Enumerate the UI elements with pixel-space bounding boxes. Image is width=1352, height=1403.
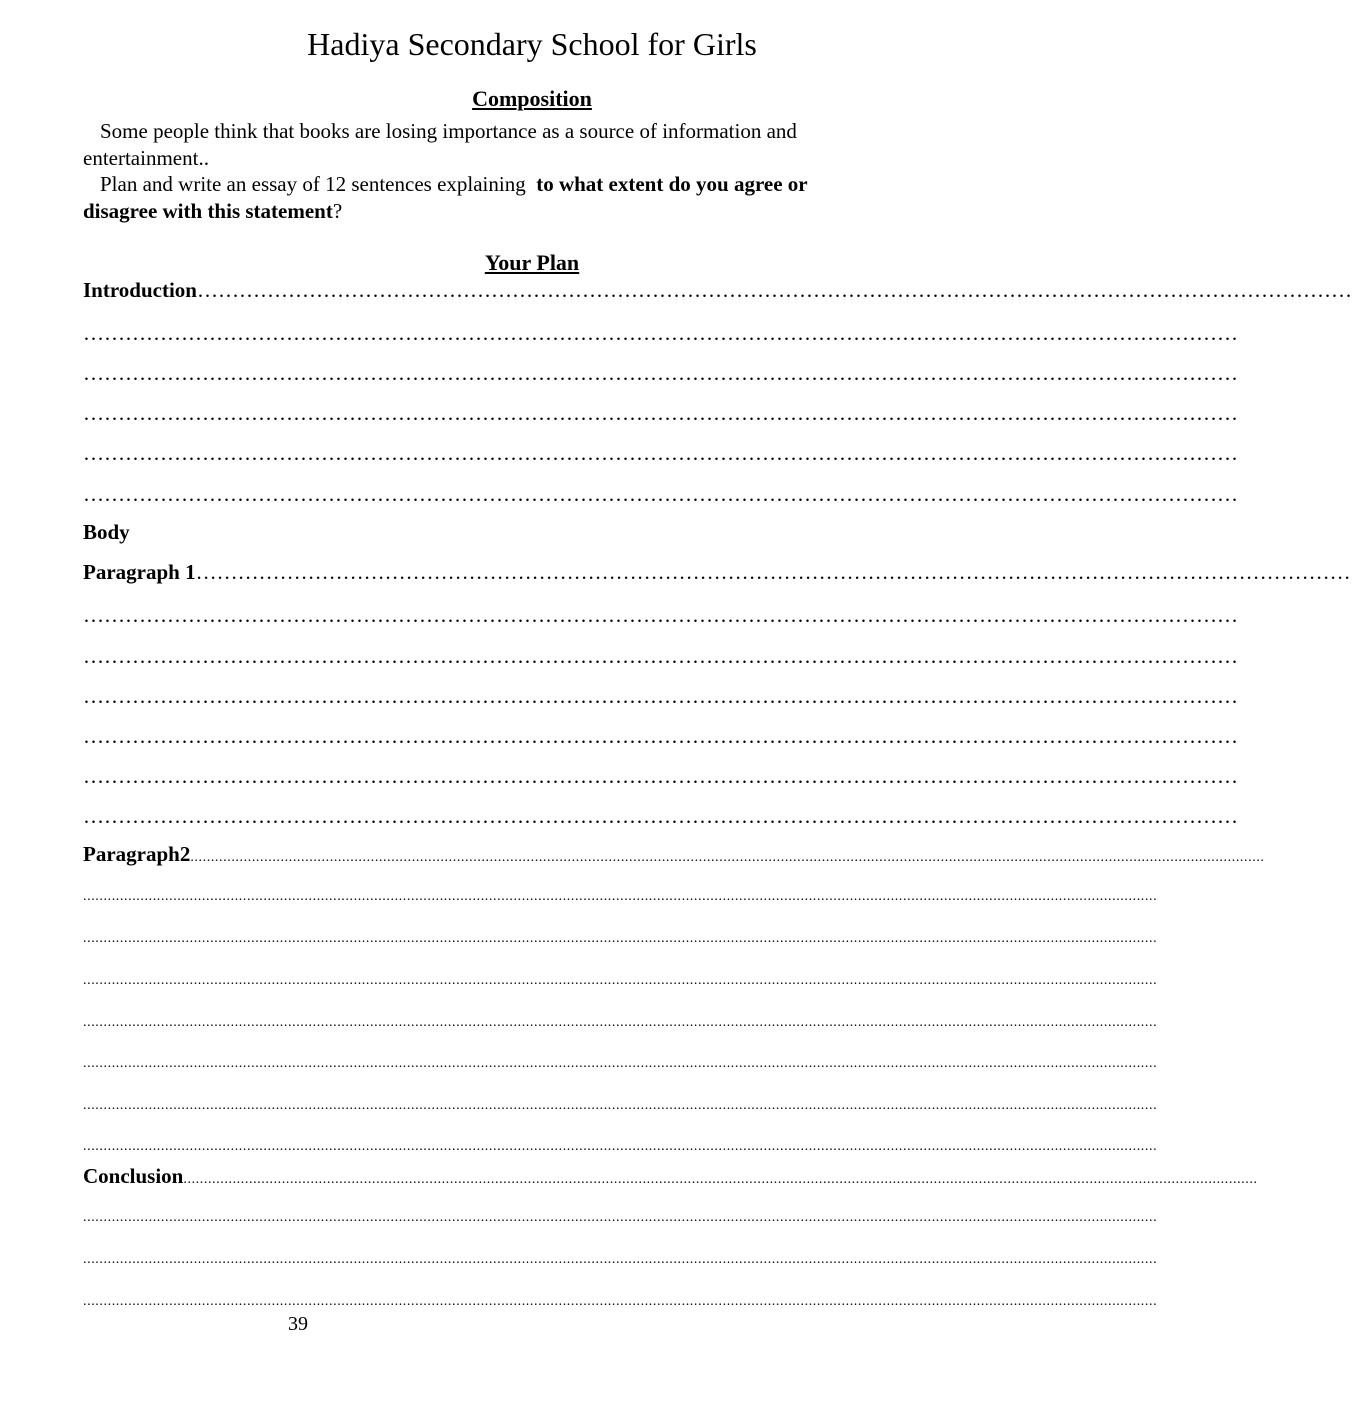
paragraph2-line[interactable] [83, 841, 1265, 871]
school-title: Hadiya Secondary School for Girls [307, 26, 757, 62]
writing-line[interactable] [83, 1010, 1158, 1036]
composition-heading: Composition [472, 86, 592, 111]
writing-line[interactable] [83, 968, 1158, 994]
writing-line[interactable] [83, 884, 1158, 910]
writing-line[interactable] [83, 1134, 1158, 1160]
writing-line[interactable] [83, 763, 1238, 789]
page-number: 39 [288, 1313, 308, 1335]
writing-line[interactable] [83, 602, 1238, 628]
body-heading [83, 519, 130, 545]
dot-leader: ………………………………………………………………………………………………………………………………………………… [83, 441, 1238, 465]
dot-leader: ...................................................................................................................................................................................................................................................................... [83, 931, 1158, 946]
dot-leader: ...................................................................................................................................................................................................................................................................... [83, 1252, 1158, 1267]
dot-leader: ...................................................................................................................................................................................................................................................................... [83, 1139, 1158, 1154]
instruction-text [83, 171, 883, 225]
introduction-label: Introduction [83, 278, 197, 302]
dot-leader: ………………………………………………………………………………………………………………………………………………… [83, 321, 1238, 345]
prompt-sentence: Some people think that books are losing importance as a source of information and entertainment.. [83, 119, 797, 170]
dot-leader: ………………………………………………………………………………………………………………………………………………… [83, 361, 1238, 385]
writing-line[interactable] [83, 320, 1238, 346]
writing-line: ………………………………………………………………………………………………………………………………………………… [196, 278, 1352, 302]
dot-leader: ...................................................................................................................................................................................................................................................................... [183, 1172, 1258, 1187]
conclusion-line[interactable] [83, 1163, 1258, 1193]
writing-line[interactable] [83, 400, 1238, 426]
conclusion-label: Conclusion [83, 1164, 184, 1188]
introduction-line[interactable] [83, 277, 1352, 303]
writing-line[interactable] [83, 360, 1238, 386]
dot-leader: ...................................................................................................................................................................................................................................................................... [83, 889, 1158, 904]
writing-line[interactable] [83, 926, 1158, 952]
dot-leader: ………………………………………………………………………………………………………………………………………………… [83, 644, 1238, 668]
instruction-lead: Plan and write an essay of 12 sentences explaining [100, 172, 526, 196]
paragraph1-line[interactable] [83, 559, 1351, 585]
dot-leader: ...................................................................................................................................................................................................................................................................... [83, 1098, 1158, 1113]
dot-leader: ………………………………………………………………………………………………………………………………………………… [83, 724, 1238, 748]
writing-line[interactable] [83, 643, 1238, 669]
prompt-text [83, 118, 883, 172]
dot-leader: ………………………………………………………………………………………………………………………………………………… [83, 804, 1238, 828]
writing-line[interactable] [83, 1289, 1158, 1315]
writing-line[interactable] [83, 481, 1238, 507]
dot-leader: ...................................................................................................................................................................................................................................................................... [83, 1294, 1158, 1309]
plan-heading: Your Plan [484, 250, 580, 275]
writing-line[interactable] [83, 1205, 1158, 1231]
dot-leader: ………………………………………………………………………………………………………………………………………………… [83, 401, 1238, 425]
dot-leader: ...................................................................................................................................................................................................................................................................... [83, 1015, 1158, 1030]
body-label: Body [83, 520, 130, 544]
paragraph1-label: Paragraph 1 [83, 560, 196, 584]
instruction-bold: to what extent do you agree or disagree with this statement [83, 172, 808, 223]
writing-line[interactable] [83, 723, 1238, 749]
dot-leader: ………………………………………………………………………………………………………………………………………………… [195, 560, 1351, 584]
dot-leader: ...................................................................................................................................................................................................................................................................... [83, 1056, 1158, 1071]
writing-line[interactable] [83, 440, 1238, 466]
paragraph2-label: Paragraph2 [83, 842, 191, 866]
writing-line[interactable] [83, 683, 1238, 709]
writing-line[interactable] [83, 1051, 1158, 1077]
writing-line[interactable] [83, 1093, 1158, 1119]
dot-leader: ………………………………………………………………………………………………………………………………………………… [83, 764, 1238, 788]
dot-leader: ...................................................................................................................................................................................................................................................................... [83, 973, 1158, 988]
dot-leader: ………………………………………………………………………………………………………………………………………………… [83, 603, 1238, 627]
writing-line[interactable] [83, 803, 1238, 829]
dot-leader: ………………………………………………………………………………………………………………………………………………… [83, 684, 1238, 708]
writing-line[interactable] [83, 1247, 1158, 1273]
dot-leader: ...................................................................................................................................................................................................................................................................... [83, 1210, 1158, 1225]
instruction-end: ? [332, 199, 343, 223]
dot-leader: ………………………………………………………………………………………………………………………………………………… [83, 482, 1238, 506]
dot-leader: ...................................................................................................................................................................................................................................................................... [190, 850, 1265, 865]
